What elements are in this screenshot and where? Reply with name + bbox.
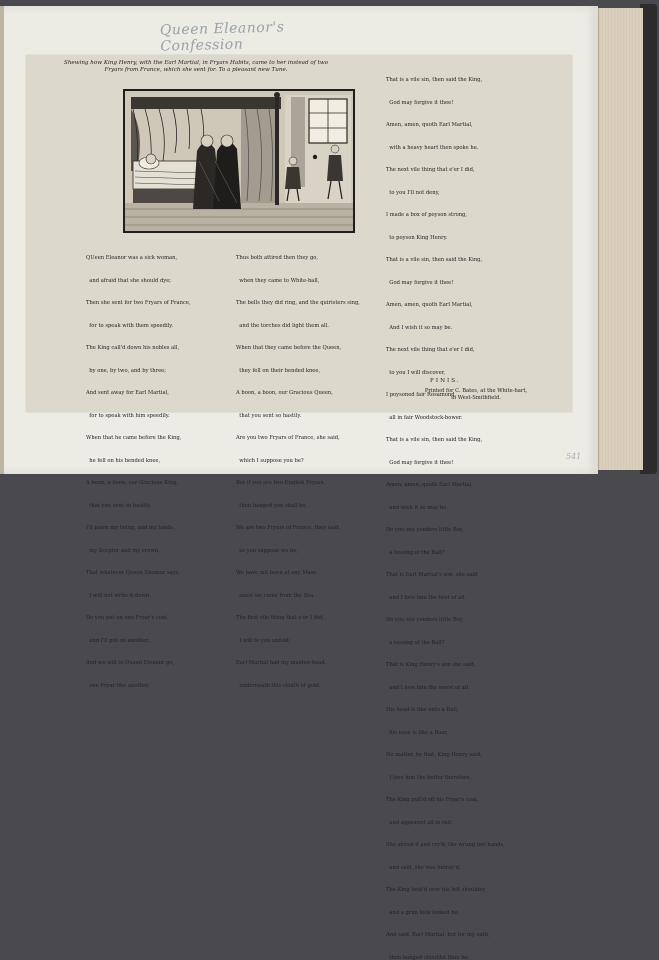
verse-line: to poyson King Henry. xyxy=(386,235,566,243)
verse-line: A boon, a boon, our Gracious King, xyxy=(86,480,226,488)
verse-line: and afraid that she should dye; xyxy=(86,278,226,286)
verse-line: and a grim look looked he, xyxy=(386,910,566,918)
woodcut-illustration xyxy=(123,89,355,233)
page-edges xyxy=(598,8,643,470)
verse-line: God may forgive it thee! xyxy=(386,100,566,108)
verse-line: The next vile thing that e'er I did, xyxy=(386,347,566,355)
verse-line: QUeen Eleanor was a sick woman, xyxy=(86,255,226,263)
verse-line: God may forgive it thee! xyxy=(386,460,566,468)
verse-line: And sent away for Earl Martial, xyxy=(86,390,226,398)
ballad-column-right xyxy=(386,62,566,960)
heading-line: Fryars from France, which she sent for. To a pleasant new Tune. xyxy=(36,67,356,74)
handwritten-title: Queen Eleanor's Confession xyxy=(160,17,361,44)
verse-line: That is a vile sin, then said the King, xyxy=(386,77,566,85)
verse-line: and said, she was betray'd. xyxy=(386,865,566,873)
verse-line: And I wish it so may be. xyxy=(386,325,566,333)
verse-line: The King pull'd off his Fryar's coat, xyxy=(386,797,566,805)
verse-line: Thus both attired then they go, xyxy=(236,255,376,263)
verse-line: a tossing of the Ball? xyxy=(386,550,566,558)
verse-line: That is a vile sin, then said the King, xyxy=(386,257,566,265)
verse-line: But if you are two English Fryars, xyxy=(236,480,376,488)
imprint-line: in West-Smithfield. xyxy=(386,395,566,402)
verse-line: Amen, amen, quoth Earl Martial, xyxy=(386,482,566,490)
verse-line: and I love him the best of all. xyxy=(386,595,566,603)
verse-line: That is Earl Martial's son, she said, xyxy=(386,572,566,580)
finis-text: FINIS. xyxy=(386,378,566,384)
page-number: 541 xyxy=(566,452,581,461)
verse-line: then hanged shouldst thou be. xyxy=(386,955,566,960)
verse-line: Are you two Fryars of France, she said, xyxy=(236,435,376,443)
verse-line: for to speak with him speedily. xyxy=(86,413,226,421)
verse-line: The King look'd over his left shoulder, xyxy=(386,887,566,895)
verse-line: The bells they did ring, and the quiristers sing, xyxy=(236,300,376,308)
verse-line: I will to you unfold; xyxy=(236,638,376,646)
verse-line: Do you put on one Fryar's coat, xyxy=(86,615,226,623)
verse-line: one Fryar like another. xyxy=(86,683,226,691)
verse-line: The first vile thing that e'er I did, xyxy=(236,615,376,623)
verse-line: That whatever Queen Eleanor says, xyxy=(86,570,226,578)
verse-line: to you I'll not deny, xyxy=(386,190,566,198)
verse-line: to you I will discover, xyxy=(386,370,566,378)
verse-line: Earl Martial had my maiden-head, xyxy=(236,660,376,668)
verse-line: The next vile thing that e'er I did, xyxy=(386,167,566,175)
verse-line: I love him the better therefore. xyxy=(386,775,566,783)
verse-line: And we will to Queen Eleanor go, xyxy=(86,660,226,668)
verse-line: I poysoned fair Rosamond, xyxy=(386,392,566,400)
verse-line: they fell on their bended knee, xyxy=(236,368,376,376)
verse-line: I'll pawn my living, and my lands, xyxy=(86,525,226,533)
verse-line: since we came from the Sea. xyxy=(236,593,376,601)
ballad-heading xyxy=(36,60,356,74)
verse-line: And said, Earl Martial, but for my oath, xyxy=(386,932,566,940)
verse-line: When that he came before the King, xyxy=(86,435,226,443)
verse-line: I will not write it down. xyxy=(86,593,226,601)
verse-line: all in fair Woodstock-bower. xyxy=(386,415,566,423)
verse-line: That is King Henry's son she said, xyxy=(386,662,566,670)
verse-line: he fell on his bended knee, xyxy=(86,458,226,466)
verse-line: and I love him the worst of all. xyxy=(386,685,566,693)
verse-line: that you sent so hastily. xyxy=(236,413,376,421)
verse-line: Do you see yonders little Boy, xyxy=(386,617,566,625)
verse-line: as you suppose we be, xyxy=(236,548,376,556)
heading-line: Shewing how King Henry, with the Earl Martial, in Fryars Habits, came to her instead of two xyxy=(36,60,356,67)
verse-line: with a heavy heart then spoke he. xyxy=(386,145,566,153)
verse-line: his nose is like a Boar, xyxy=(386,730,566,738)
verse-line: We are two Fryars of France, they said, xyxy=(236,525,376,533)
ballad-column-left xyxy=(86,240,226,705)
verse-line: and wish it so may be. xyxy=(386,505,566,513)
verse-line: my Scepter and my crown, xyxy=(86,548,226,556)
verse-line: for to speak with them speedily. xyxy=(86,323,226,331)
verse-line: We have not been at any Mass xyxy=(236,570,376,578)
verse-line: Amen, amen, quoth Earl Martial, xyxy=(386,122,566,130)
verse-line: Then she sent for two Fryars of France, xyxy=(86,300,226,308)
verse-line: God may forgive it thee! xyxy=(386,280,566,288)
woodcut-scene-image xyxy=(125,91,353,231)
imprint-line: Printed for C. Bates, at the White-hart, xyxy=(386,388,566,395)
verse-line: I made a box of poyson strong, xyxy=(386,212,566,220)
verse-line: No matter, by that, King Henry said, xyxy=(386,752,566,760)
verse-line: underneath this cloath of gold. xyxy=(236,683,376,691)
verse-line: and the torches did light them all. xyxy=(236,323,376,331)
verse-line: and appeared all in red; xyxy=(386,820,566,828)
verse-line: which I suppose you be? xyxy=(236,458,376,466)
verse-line: The King call'd down his nobles all, xyxy=(86,345,226,353)
verse-line: A boon, a boon, our Gracious Queen, xyxy=(236,390,376,398)
verse-line: Amen, amen, quoth Earl Martial, xyxy=(386,302,566,310)
ballad-column-middle xyxy=(236,240,376,705)
printer-imprint xyxy=(386,388,566,402)
verse-line: then hanged you shall be. xyxy=(236,503,376,511)
verse-line: by one, by two, and by three; xyxy=(86,368,226,376)
verse-line: When that they came before the Queen, xyxy=(236,345,376,353)
verse-line: and I'll put on another, xyxy=(86,638,226,646)
verse-line: a tossing of the Ball? xyxy=(386,640,566,648)
verse-line: His head is like unto a Bull, xyxy=(386,707,566,715)
verse-line: when they came to White-hall, xyxy=(236,278,376,286)
verse-line: Do you see yonders little Boy, xyxy=(386,527,566,535)
verse-line: She shriek'd and cry'd, the wrung her hands, xyxy=(386,842,566,850)
verse-line: That is a vile sin, then said the King, xyxy=(386,437,566,445)
verse-line: that you sent so hastily. xyxy=(86,503,226,511)
binding-edge xyxy=(0,6,4,474)
